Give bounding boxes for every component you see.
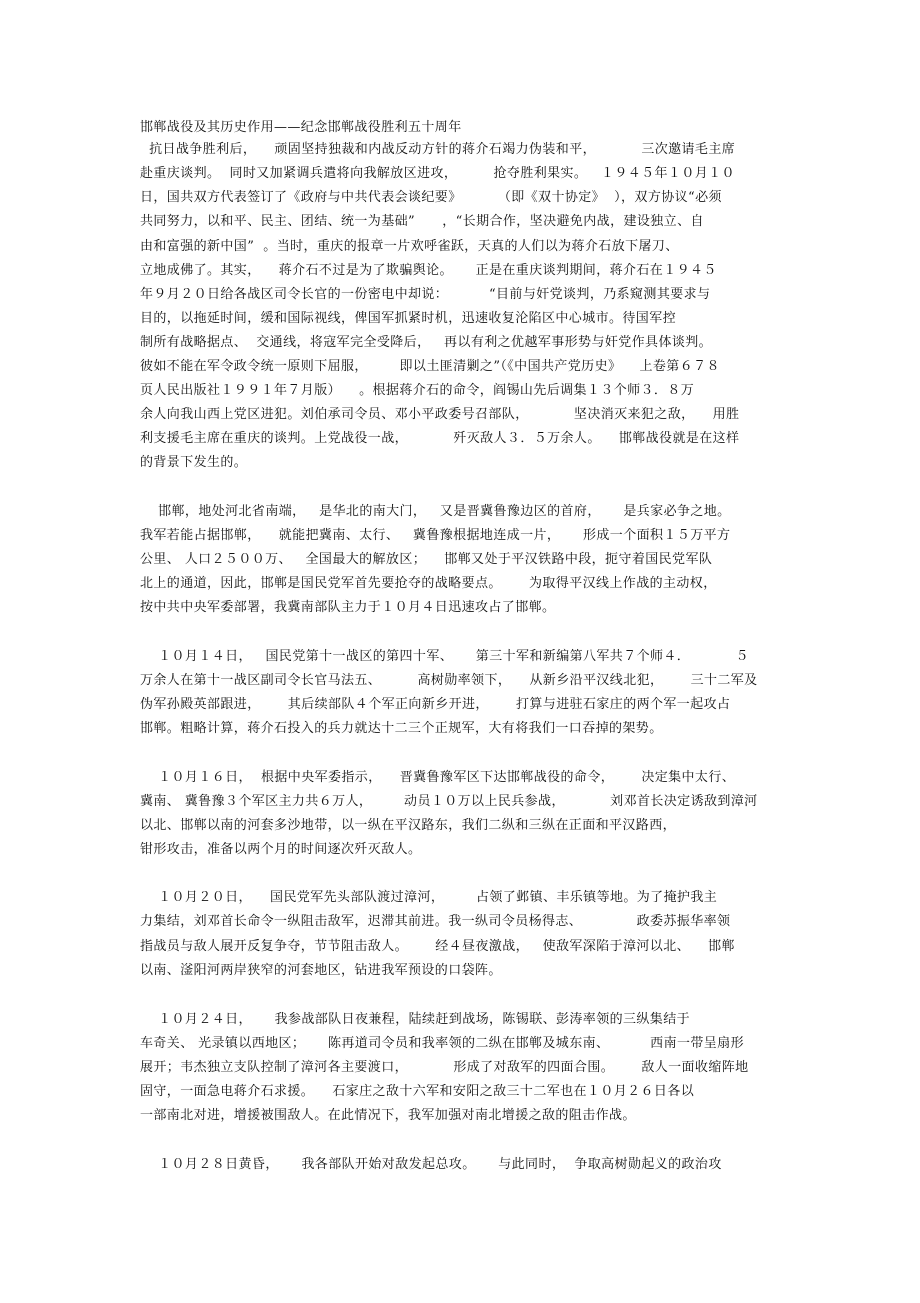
paragraph-1-line-6: 立地成佛了。其实， 蒋介石不过是为了欺骗舆论。 正是在重庆谈判期间，蒋介石在１９４５ [140, 263, 717, 278]
paragraph-5-line-2: 力集结，刘邓首长命令一纵阻击敌军，迟滞其前进。我一纵司令员杨得志、 政委苏振华率领 [140, 914, 731, 929]
paragraph-1-line-13: 利支援毛主席在重庆的谈判。上党战役一战， 歼灭敌人３．５万余人。 邯郸战役就是在这样 [140, 431, 740, 446]
paragraph-2-line-4: 北上的通道，因此，邯郸是国民党军首先要抢夺的战略要点。 为取得平汉线上作战的主动权， [140, 576, 717, 591]
paragraph-3-line-1: １０月１４日， 国民党第十一战区的第四十军、 第三十军和新编第八军共７个师４． ５ [140, 649, 749, 664]
paragraph-7-line-1: １０月２８日黄昏， 我各部队开始对敌发起总攻。 与此同时， 争取高树勋起义的政治攻 [140, 1157, 722, 1172]
document-title: 邯郸战役及其历史作用——纪念邯郸战役胜利五十周年 [140, 120, 462, 135]
paragraph-4-line-1: １０月１６日， 根据中央军委指示， 晋冀鲁豫军区下达邯郸战役的命令， 决定集中太行、 [140, 770, 736, 785]
paragraph-3-line-4: 邯郸。粗略计算，蒋介石投入的兵力就达十二三个正规军，大有将我们一口吞掉的架势。 [140, 721, 663, 736]
paragraph-1-line-5: 由和富强的新中国” 。当时，重庆的报章一片欢呼雀跃，天真的人们以为蒋介石放下屠刀、 [140, 239, 679, 254]
paragraph-1-line-8: 目的，以拖延时间，缓和国际视线，俾国军抓紧时机，迅速收复沦陷区中心城市。待国军控 [140, 311, 677, 326]
paragraph-2-line-1: 邯郸，地处河北省南端， 是华北的南大门， 又是晋冀鲁豫边区的首府， 是兵家必争之地。 [140, 504, 731, 519]
paragraph-2-line-5: 按中共中央军委部署，我冀南部队主力于１０月４日迅速攻占了邯郸。 [140, 600, 556, 615]
paragraph-1-line-11: 页人民出版社１９９１年７月版） 。根据蒋介石的命令，阎锡山先后调集１３个师３．８万 [140, 383, 695, 398]
paragraph-5-line-3: 指战员与敌人展开反复争夺，节节阻击敌人。 经４昼夜激战， 使敌军深陷于漳河以北、 邯郸 [140, 939, 735, 954]
paragraph-1-line-7: 年９月２０日给各战区司令长官的一份密电中却说： “目前与奸党谈判，乃系窥测其要求与 [140, 287, 711, 302]
paragraph-4-line-2: 冀南、 冀鲁豫３个军区主力共６万人， 动员１０万以上民兵参战， 刘邓首长决定诱敌到漳河 [140, 794, 758, 809]
paragraph-6-line-3: 展开；韦杰独立支队控制了漳河各主要渡口， 形成了对敌军的四面合围。 敌人一面收缩阵地 [140, 1060, 749, 1075]
paragraph-5-line-4: 以南、滏阳河两岸狭窄的河套地区，钻进我军预设的口袋阵。 [140, 963, 502, 978]
paragraph-6-line-1: １０月２４日， 我参战部队日夜兼程，陆续赶到战场，陈锡联、彭涛率领的三纵集结于 [140, 1012, 690, 1027]
paragraph-3-line-2: 万余人在第十一战区副司令长官马法五、 高树勋率领下， 从新乡沿平汉线北犯， 三十二军及 [140, 673, 758, 688]
paragraph-1-line-12: 余人向我山西上党区进犯。刘伯承司令员、邓小平政委号召部队， 坚决消灭来犯之敌， 用胜 [140, 407, 740, 422]
paragraph-2-line-3: 公里、 人口２５００万、 全国最大的解放区； 邯郸又处于平汉铁路中段，扼守着国民党军队 [140, 552, 713, 567]
paragraph-1-line-1: 抗日战争胜利后， 顽固坚持独裁和内战反动方针的蒋介石竭力伪装和平， 三次邀请毛主席 [140, 142, 736, 157]
paragraph-6-line-2: 车奇关、 光录镇以西地区； 陈再道司令员和我率领的二纵在邯郸及城东南、 西南一带呈扇形 [140, 1036, 744, 1051]
paragraph-2-line-2: 我军若能占据邯郸， 就能把冀南、太行、 冀鲁豫根据地连成一片， 形成一个面积１５万平方 [140, 528, 731, 543]
paragraph-5-line-1: １０月２０日， 国民党军先头部队渡过漳河， 占领了邺镇、丰乐镇等地。为了掩护我主 [140, 890, 718, 905]
paragraph-1-line-10: 彼如不能在军令政令统一原则下屈服， 即以土匪清剿之”（《中国共产党历史》 上卷第６７８ [140, 359, 720, 374]
paragraph-1-line-9: 制所有战略据点、 交通线，将寇军完全受降后， 再以有利之优越军事形势与奸党作具体谈判。 [140, 335, 713, 350]
paragraph-4-line-4: 钳形攻击，准备以两个月的时间逐次歼灭敌人。 [140, 842, 422, 857]
paragraph-6-line-5: 一部南北对进，增援被围敌人。在此情况下，我军加强对南北增援之敌的阻击作战。 [140, 1108, 636, 1123]
paragraph-6-line-4: 固守，一面急电蒋介石求援。 石家庄之敌十六军和安阳之敌三十二军也在１０月２６日各以 [140, 1084, 695, 1099]
paragraph-3-line-3: 伪军孙殿英部跟进， 其后续部队４个军正向新乡开进， 打算与进驻石家庄的两个军一起攻占 [140, 697, 731, 712]
paragraph-1-line-14: 的背景下发生的。 [140, 455, 248, 470]
paragraph-1-line-2: 赴重庆谈判。 同时又加紧调兵遣将向我解放区进攻， 抢夺胜利果实。 １９４５年１０月１０ [140, 166, 735, 181]
paragraph-4-line-3: 以北、邯郸以南的河套多沙地带，以一纵在平汉路东，我们二纵和三纵在正面和平汉路西， [140, 818, 677, 833]
paragraph-1-line-3: 日，国共双方代表签订了《政府与中共代表会谈纪要》 （即《双十协定》 ），双方协议“必须 [140, 190, 722, 205]
paragraph-1-line-4: 共同努力，以和平、民主、团结、统一为基础” ，“长期合作，坚决避免内战，建设独立、自 [140, 214, 704, 229]
